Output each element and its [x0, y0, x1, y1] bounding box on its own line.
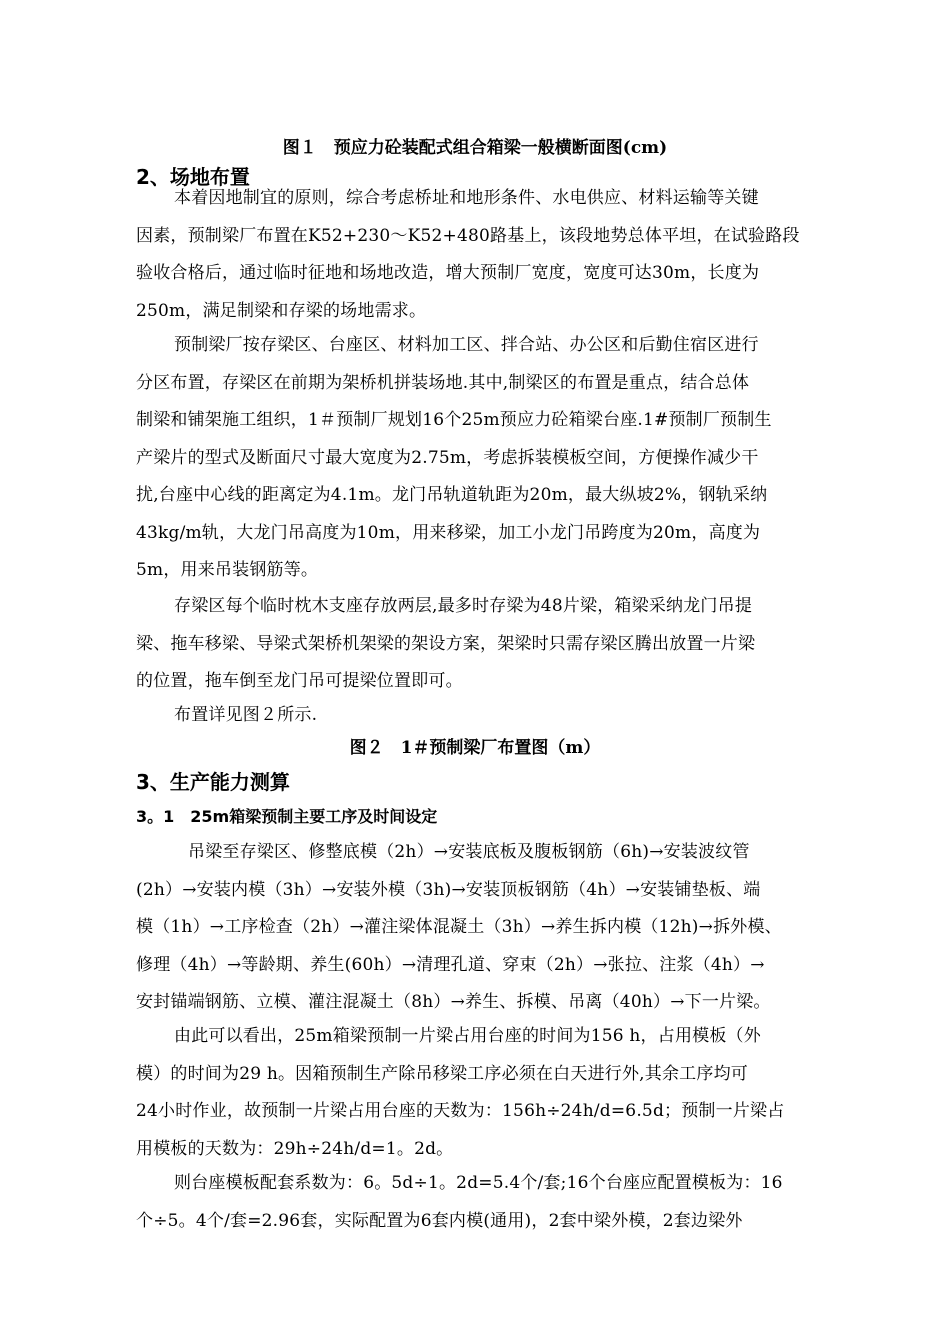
text-line: 修理（4h）→等龄期、养生(60h）→清理孔道、穿束（2h）→张拉、注浆（4h）→ [136, 954, 765, 975]
text-line: 5m，用来吊装钢筋等。 [136, 560, 319, 580]
text-line: 由此可以看出，25m箱梁预制一片梁占用台座的时间为156 h，占用模板（外 [174, 1026, 761, 1046]
text-line: 模）的时间为29 h。因箱预制生产除吊移梁工序必须在白天进行外,其余工序均可 [136, 1063, 748, 1084]
section3-1-heading: 3。1 25m箱梁预制主要工序及时间设定 [136, 807, 438, 826]
text-line: (2h）→安装内模（3h）→安装外模（3h)→安装顶板钢筋（4h）→安装铺垫板、端 [136, 879, 761, 900]
section3-heading: 3、生产能力测算 [136, 770, 290, 794]
text-line: 个÷5。4个/套=2.96套，实际配置为6套内模(通用)，2套中梁外模，2套边梁外 [136, 1210, 743, 1231]
text-line: 预制梁厂按存梁区、台座区、材料加工区、拌合站、办公区和后勤住宿区进行 [174, 335, 759, 355]
text-line: 用模板的天数为：29h÷24h/d=1。2d。 [136, 1138, 454, 1159]
text-line: 因素，预制梁厂布置在K52+230～K52+480路基上，该段地势总体平坦，在试验路段 [136, 225, 800, 246]
text-line: 本着因地制宜的原则，综合考虑桥址和地形条件、水电供应、材料运输等关键 [174, 188, 759, 208]
section2-heading: 2、场地布置 [136, 165, 250, 189]
text-line: 250m，满足制梁和存梁的场地需求。 [136, 300, 427, 321]
section3-paragraph-2 [136, 1018, 836, 1168]
section2-paragraph-3 [136, 588, 836, 701]
text-line: 扰,台座中心线的距离定为4.1m。龙门吊轨道轨距为20m，最大纵坡2%，钢轨采纳 [136, 485, 768, 505]
text-line: 产梁片的型式及断面尺寸最大宽度为2.75m，考虑拆装模板空间，方便操作减少干 [136, 447, 759, 468]
section3-paragraph-3 [136, 1165, 836, 1240]
text-line: 模（1h）→工序检查（2h）→灌注梁体混凝土（3h）→养生拆内模（12h)→拆外模、 [136, 917, 782, 937]
section3-paragraph-1 [136, 834, 836, 1022]
figure1-caption: 图１ 预应力砼装配式组合箱梁一般横断面图(cm) [282, 138, 668, 158]
text-line: 吊梁至存梁区、修整底模（2h）→安装底板及腹板钢筋（6h)→安装波纹管 [188, 842, 750, 862]
text-line: 则台座模板配套系数为：6。5d÷1。2d=5.4个/套;16个台座应配置模板为：16 [174, 1173, 783, 1193]
text-line: 的位置，拖车倒至龙门吊可提梁位置即可。 [136, 671, 463, 691]
text-line: 分区布置，存梁区在前期为架桥机拼装场地.其中,制梁区的布置是重点，结合总体 [136, 372, 750, 393]
figure2-caption: 图２ 1＃预制梁厂布置图（m） [349, 738, 601, 758]
section2-paragraph-4 [136, 697, 836, 735]
text-line: 24小时作业，故预制一片梁占用台座的天数为：156h÷24h/d=6.5d；预制一片梁占 [136, 1101, 785, 1121]
text-line: 存梁区每个临时枕木支座存放两层,最多时存梁为48片梁，箱梁采纳龙门吊提 [174, 596, 753, 616]
text-line: 梁、拖车移梁、导梁式架桥机架梁的架设方案，架梁时只需存梁区腾出放置一片梁 [136, 633, 756, 654]
text-line: 布置详见图２所示. [174, 705, 318, 725]
text-line: 43kg/m轨，大龙门吊高度为10m，用来移梁，加工小龙门吊跨度为20m，高度为 [136, 522, 761, 543]
text-line: 验收合格后，通过临时征地和场地改造，增大预制厂宽度，宽度可达30m，长度为 [136, 263, 760, 283]
text-line: 安封锚端钢筋、立模、灌注混凝土（8h）→养生、拆模、吊离（40h）→下一片梁。 [136, 992, 771, 1012]
section2-paragraph-1 [136, 180, 836, 330]
text-line: 制梁和铺架施工组织，1＃预制厂规划16个25m预应力砼箱梁台座.1#预制厂预制生 [136, 410, 772, 430]
section2-paragraph-2 [136, 327, 836, 590]
